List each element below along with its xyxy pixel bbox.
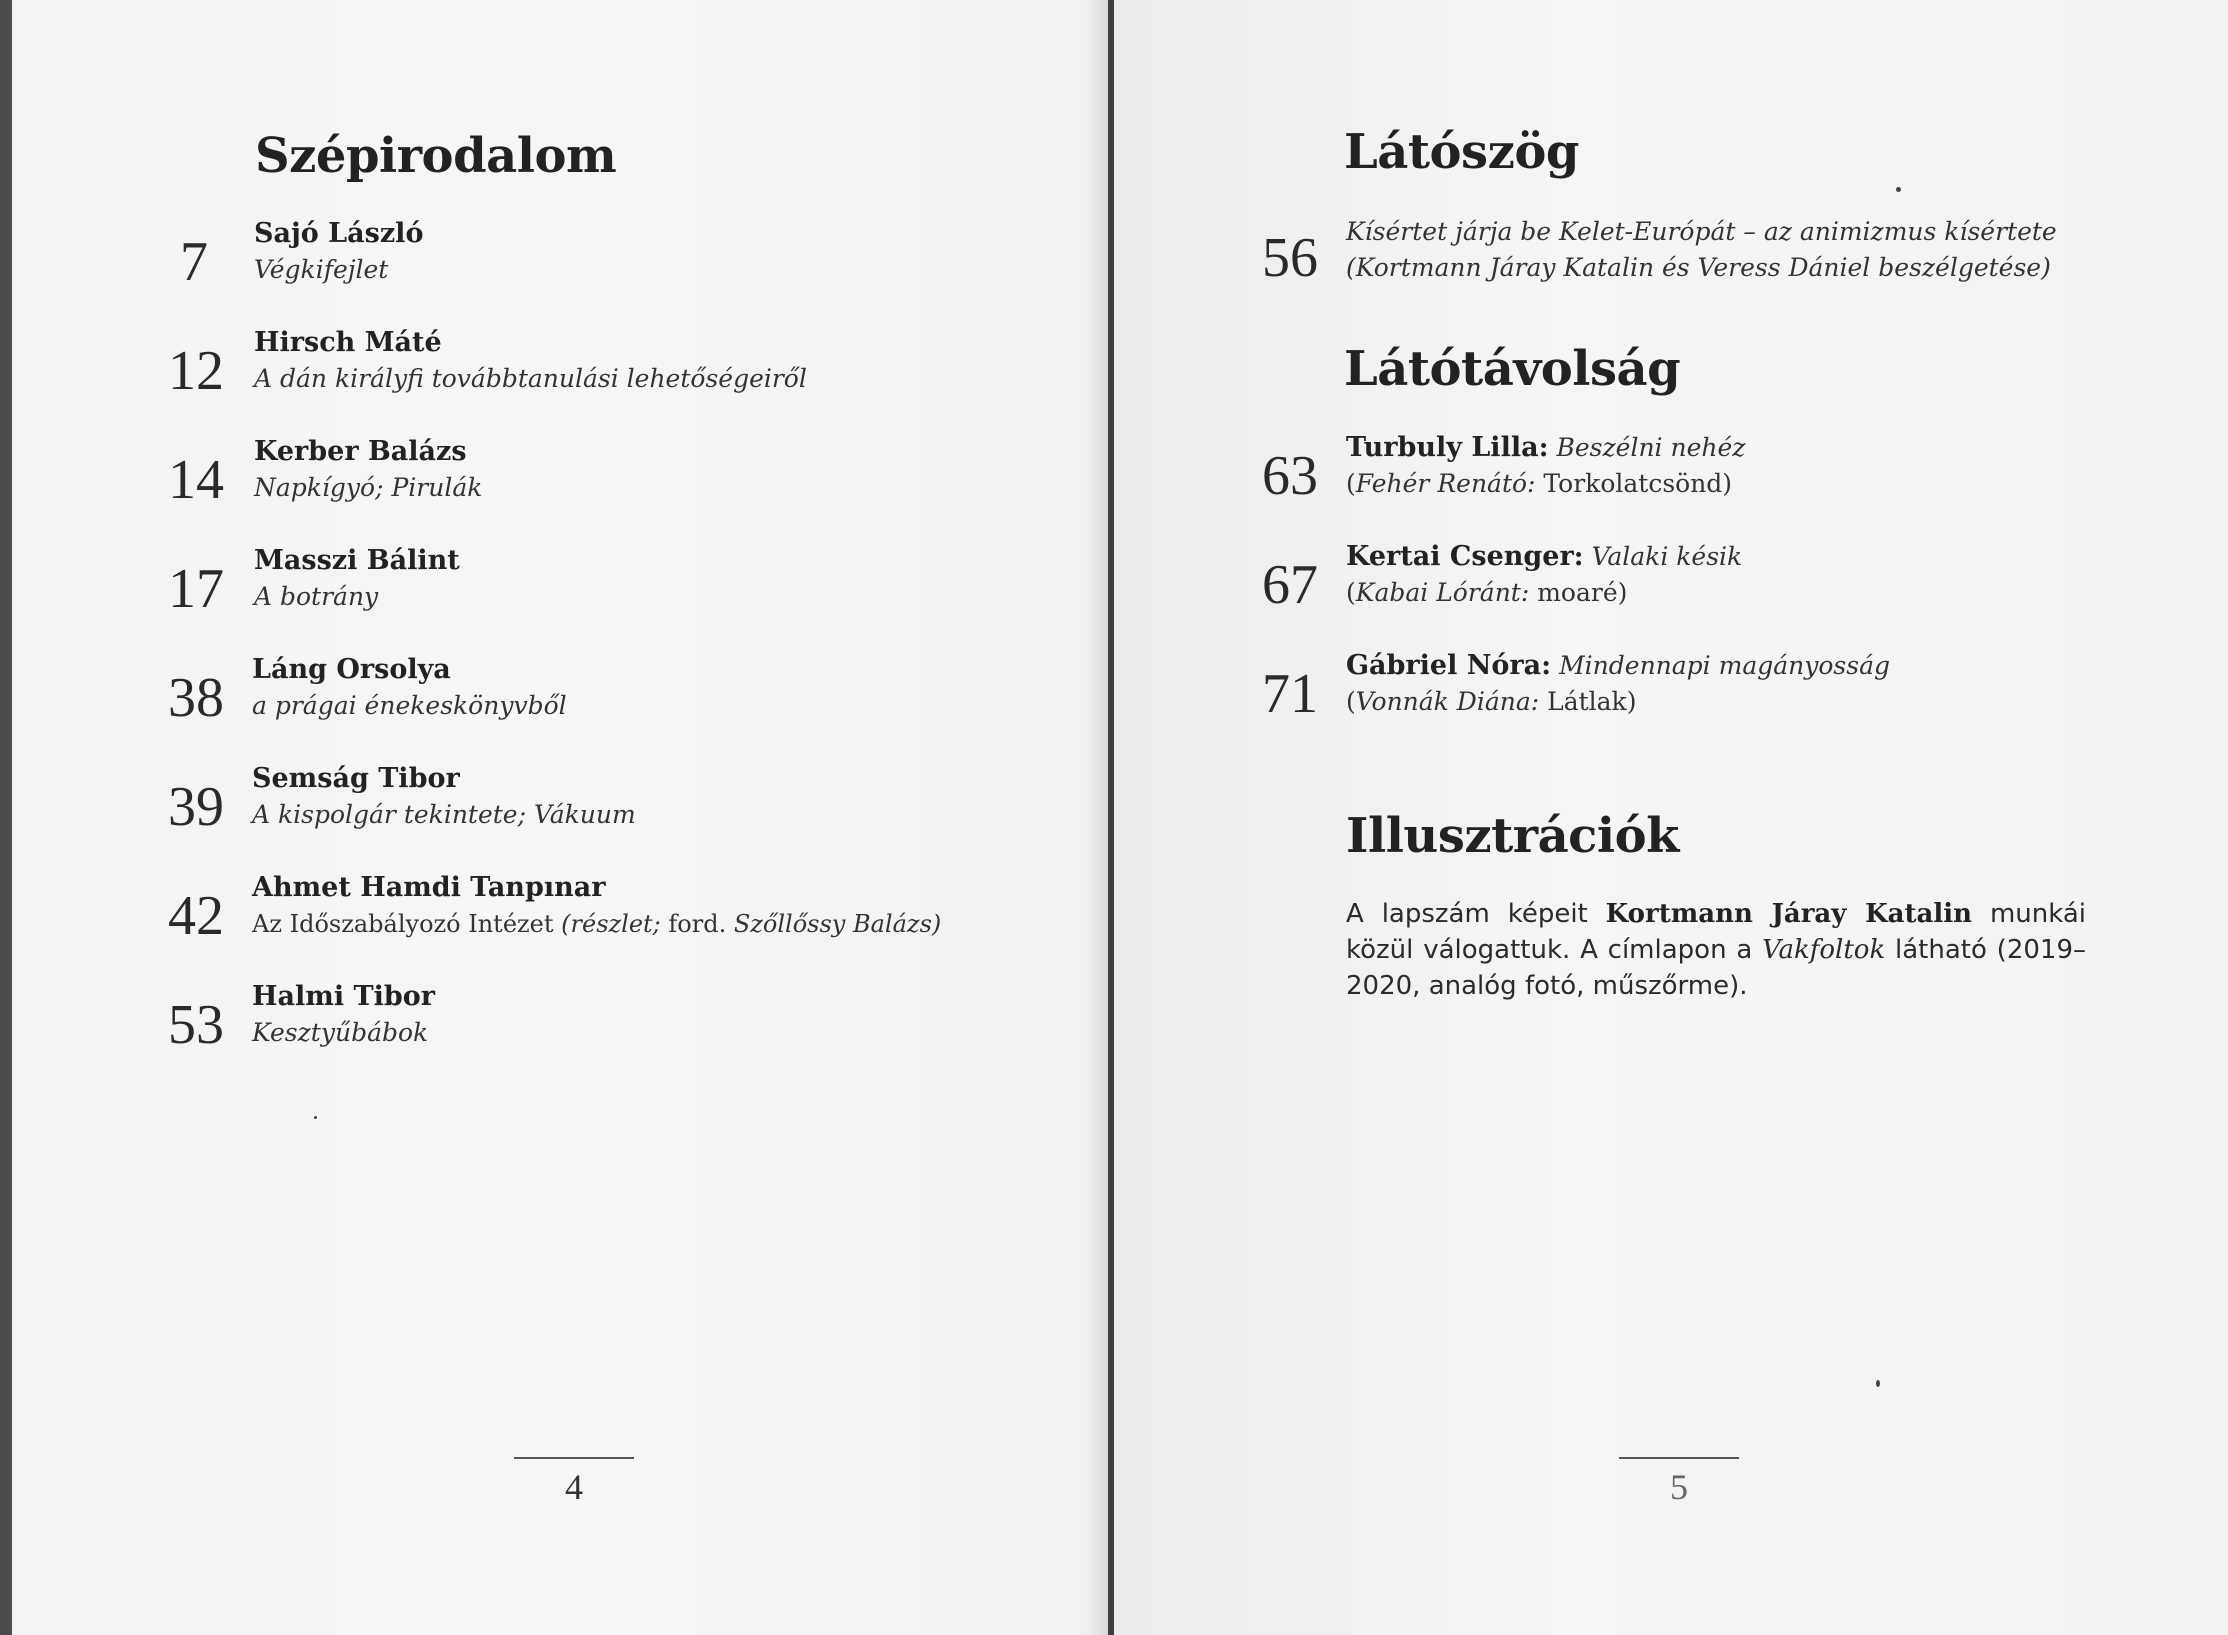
work-translator-label: ford. — [668, 910, 727, 938]
entry-page-number: 63 — [1262, 445, 1318, 507]
entry-page-number: 17 — [168, 558, 224, 620]
entry-author: Turbuly Lilla: — [1346, 432, 1549, 463]
ref-title: moaré) — [1529, 578, 1628, 607]
entry-illustration-ref — [1346, 684, 1636, 720]
entry-page-number: 42 — [168, 885, 224, 947]
work-note: (részlet; — [553, 910, 669, 938]
entry-author: Halmi Tibor — [252, 981, 435, 1012]
entry-illustration-ref — [1346, 466, 1732, 502]
entry-work-title: Mindennapi magányosság — [1559, 651, 1890, 680]
entry-author: Láng Orsolya — [252, 654, 451, 685]
ref-artist: Fehér Renátó: — [1355, 469, 1536, 498]
entry-author-work — [1346, 648, 1890, 684]
entry-page-number: 12 — [168, 340, 224, 402]
entry-author: Kerber Balázs — [254, 436, 467, 467]
credit-cover-title: Vakfoltok — [1762, 935, 1886, 965]
section-title-szepirodalom: Szépirodalom — [255, 128, 617, 184]
entry-work-title: Valaki késik — [1591, 542, 1743, 571]
paper-speck — [1896, 187, 1901, 192]
ref-title: Látlak) — [1539, 687, 1637, 716]
credit-text-3: látható (2019–2020, analóg fotó, műszőrme). — [1346, 935, 2086, 1001]
entry-page-number: 39 — [168, 776, 224, 838]
interview-participants: (Kortmann Járay Katalin és Veress Dániel beszélgetése) — [1346, 253, 2051, 282]
entry-work-title: A botrány — [254, 582, 379, 611]
work-title-roman: Az Időszabályozó Intézet — [252, 910, 554, 938]
entry-illustration-ref — [1346, 575, 1627, 611]
entry-work-title: Beszélni nehéz — [1556, 433, 1746, 462]
entry-page-number: 71 — [1262, 663, 1318, 725]
right-page — [1114, 0, 2228, 1635]
paper-speck — [314, 1116, 317, 1119]
entry-page-number: 14 — [168, 449, 224, 511]
entry-author: Ahmet Hamdi Tanpınar — [252, 872, 606, 903]
entry-page-number: 7 — [180, 231, 208, 293]
entry-author: Hirsch Máté — [254, 327, 442, 358]
credit-artist: Kortmann Járay Katalin — [1605, 899, 1973, 929]
work-translator: Szőllőssy Balázs) — [726, 910, 942, 938]
ref-title: Torkolatcsönd) — [1535, 469, 1733, 498]
entry-work-title: Kesztyűbábok — [252, 1018, 429, 1047]
entry-author-work — [1346, 430, 1745, 466]
entry-work-title: a prágai énekeskönyvből — [252, 691, 567, 720]
folio-rule — [1619, 1457, 1739, 1459]
entry-work-title: A dán királyfi továbbtanulási lehetőségeiről — [254, 364, 807, 393]
page-number: 4 — [565, 1467, 583, 1507]
entry-author: Kertai Csenger: — [1346, 541, 1584, 572]
entry-work-title: Végkifejlet — [254, 255, 389, 284]
section-title-latoszog: Látószög — [1344, 124, 1579, 180]
paper-speck — [1876, 1380, 1880, 1387]
entry-work-title: Napkígyó; Pirulák — [254, 473, 483, 502]
entry-page-number: 56 — [1262, 227, 1318, 289]
entry-author: Sajó László — [254, 218, 424, 249]
entry-page-number: 67 — [1262, 554, 1318, 616]
page-number: 5 — [1670, 1467, 1688, 1507]
ref-paren: ( — [1346, 687, 1356, 716]
interview-title: Kísértet járja be Kelet-Európát – az animizmus kísértete — [1346, 217, 2057, 246]
ref-paren: ( — [1346, 578, 1356, 607]
entry-author-work — [1346, 539, 1742, 575]
folio-rule — [514, 1457, 634, 1459]
section-title-illusztraciok: Illusztrációk — [1346, 808, 1679, 864]
illustrations-credit — [1346, 896, 2086, 1004]
entry-page-number: 38 — [168, 667, 224, 729]
section-title-latotavolsag: Látótávolság — [1344, 341, 1681, 397]
entry-page-number: 53 — [168, 994, 224, 1056]
ref-artist: Kabai Lóránt: — [1355, 578, 1530, 607]
entry-work-title: A kispolgár tekintete; Vákuum — [252, 800, 636, 829]
gutter-shadow — [1086, 0, 1108, 1635]
entry-author: Semság Tibor — [252, 763, 460, 794]
entry-author: Masszi Bálint — [254, 545, 460, 576]
entry-author: Gábriel Nóra: — [1346, 650, 1552, 681]
left-page — [0, 0, 1110, 1635]
ref-paren: ( — [1346, 469, 1356, 498]
credit-text-2: munkái közül válogattuk. A címlapon a — [1346, 899, 2086, 965]
entry-work-title — [252, 906, 941, 942]
credit-text-1: A lapszám képeit — [1346, 899, 1606, 929]
ref-artist: Vonnák Diána: — [1355, 687, 1540, 716]
